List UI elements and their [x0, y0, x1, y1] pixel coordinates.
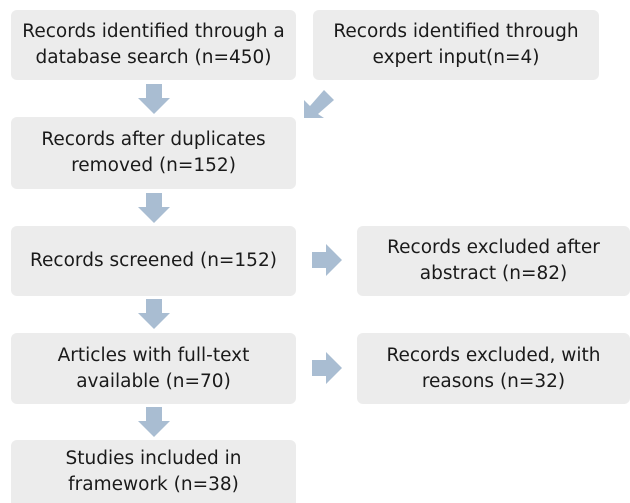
- box-duplicates-removed-label: Records after duplicates removed (n=152): [41, 129, 266, 176]
- box-expert-input-label: Records identified through expert input(n=4): [333, 21, 579, 68]
- arrow-down-2: [138, 193, 170, 225]
- box-excluded-abstract-label: Records excluded after abstract (n=82): [387, 237, 600, 284]
- box-database-search-label: Records identified through a database search (n=450): [22, 21, 285, 68]
- box-records-screened-label: Records screened (n=152): [30, 250, 277, 271]
- box-excluded-abstract: [357, 226, 630, 296]
- box-excluded-reasons: [357, 333, 630, 404]
- arrow-right-1: [312, 244, 344, 276]
- arrow-down-1: [138, 84, 170, 116]
- box-full-text: [11, 333, 296, 404]
- box-full-text-label: Articles with full-text available (n=70): [57, 344, 250, 392]
- box-records-screened: [11, 226, 296, 296]
- arrow-down-3: [138, 299, 170, 331]
- box-duplicates-removed: [11, 117, 296, 189]
- arrow-diagonal-expert: [302, 86, 336, 120]
- box-database-search: [11, 10, 296, 80]
- box-studies-included-label: Studies included in framework (n=38): [65, 447, 242, 495]
- box-expert-input: [313, 10, 599, 80]
- arrow-down-4: [138, 407, 170, 439]
- box-excluded-reasons-label: Records excluded, with reasons (n=32): [386, 344, 601, 392]
- box-studies-included: [11, 440, 296, 503]
- arrow-right-2: [312, 352, 344, 384]
